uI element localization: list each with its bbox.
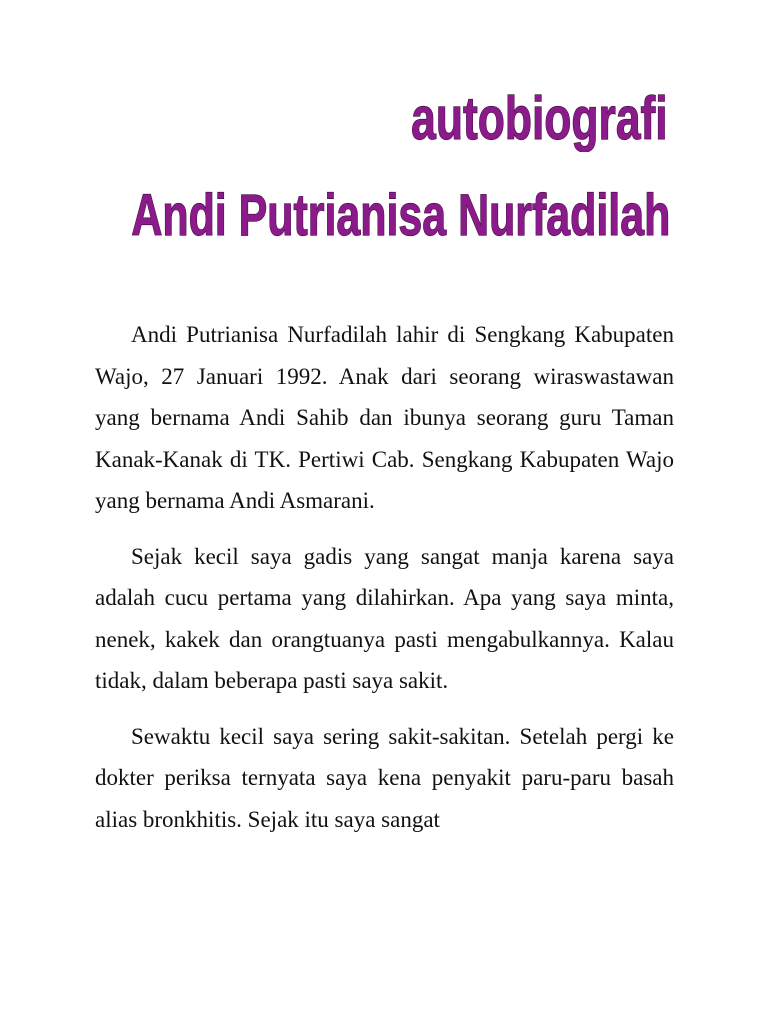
document-subtitle-name: Andi Putrianisa Nurfadilah	[131, 183, 670, 248]
paragraph-3: Sewaktu kecil saya sering sakit-sakitan. Setelah pergi ke dokter periksa ternyata saya kena penyakit paru-paru basah alias bronkhitis. Sejak itu saya sangat	[95, 723, 674, 832]
title-block	[0, 0, 768, 270]
document-title: autobiografi	[411, 85, 668, 152]
paragraph-1: Andi Putrianisa Nurfadilah lahir di Sengkang Kabupaten Wajo, 27 Januari 1992. Anak dari seorang wiraswastawan yang bernama Andi Sahib dan ibunya seorang guru Taman Kanak-Kanak di TK. Pertiwi Cab. Sengkang Kabupaten Wajo yang bernama Andi Asmarani.	[95, 322, 674, 513]
paragraph-2: Sejak kecil saya gadis yang sangat manja karena saya adalah cucu pertama yang dilahirkan. Apa yang saya minta, nenek, kakek dan orangtuanya pasti mengabulkannya. Kalau tidak, dalam beberapa pasti saya sakit.	[95, 543, 674, 693]
document-body	[95, 314, 674, 854]
